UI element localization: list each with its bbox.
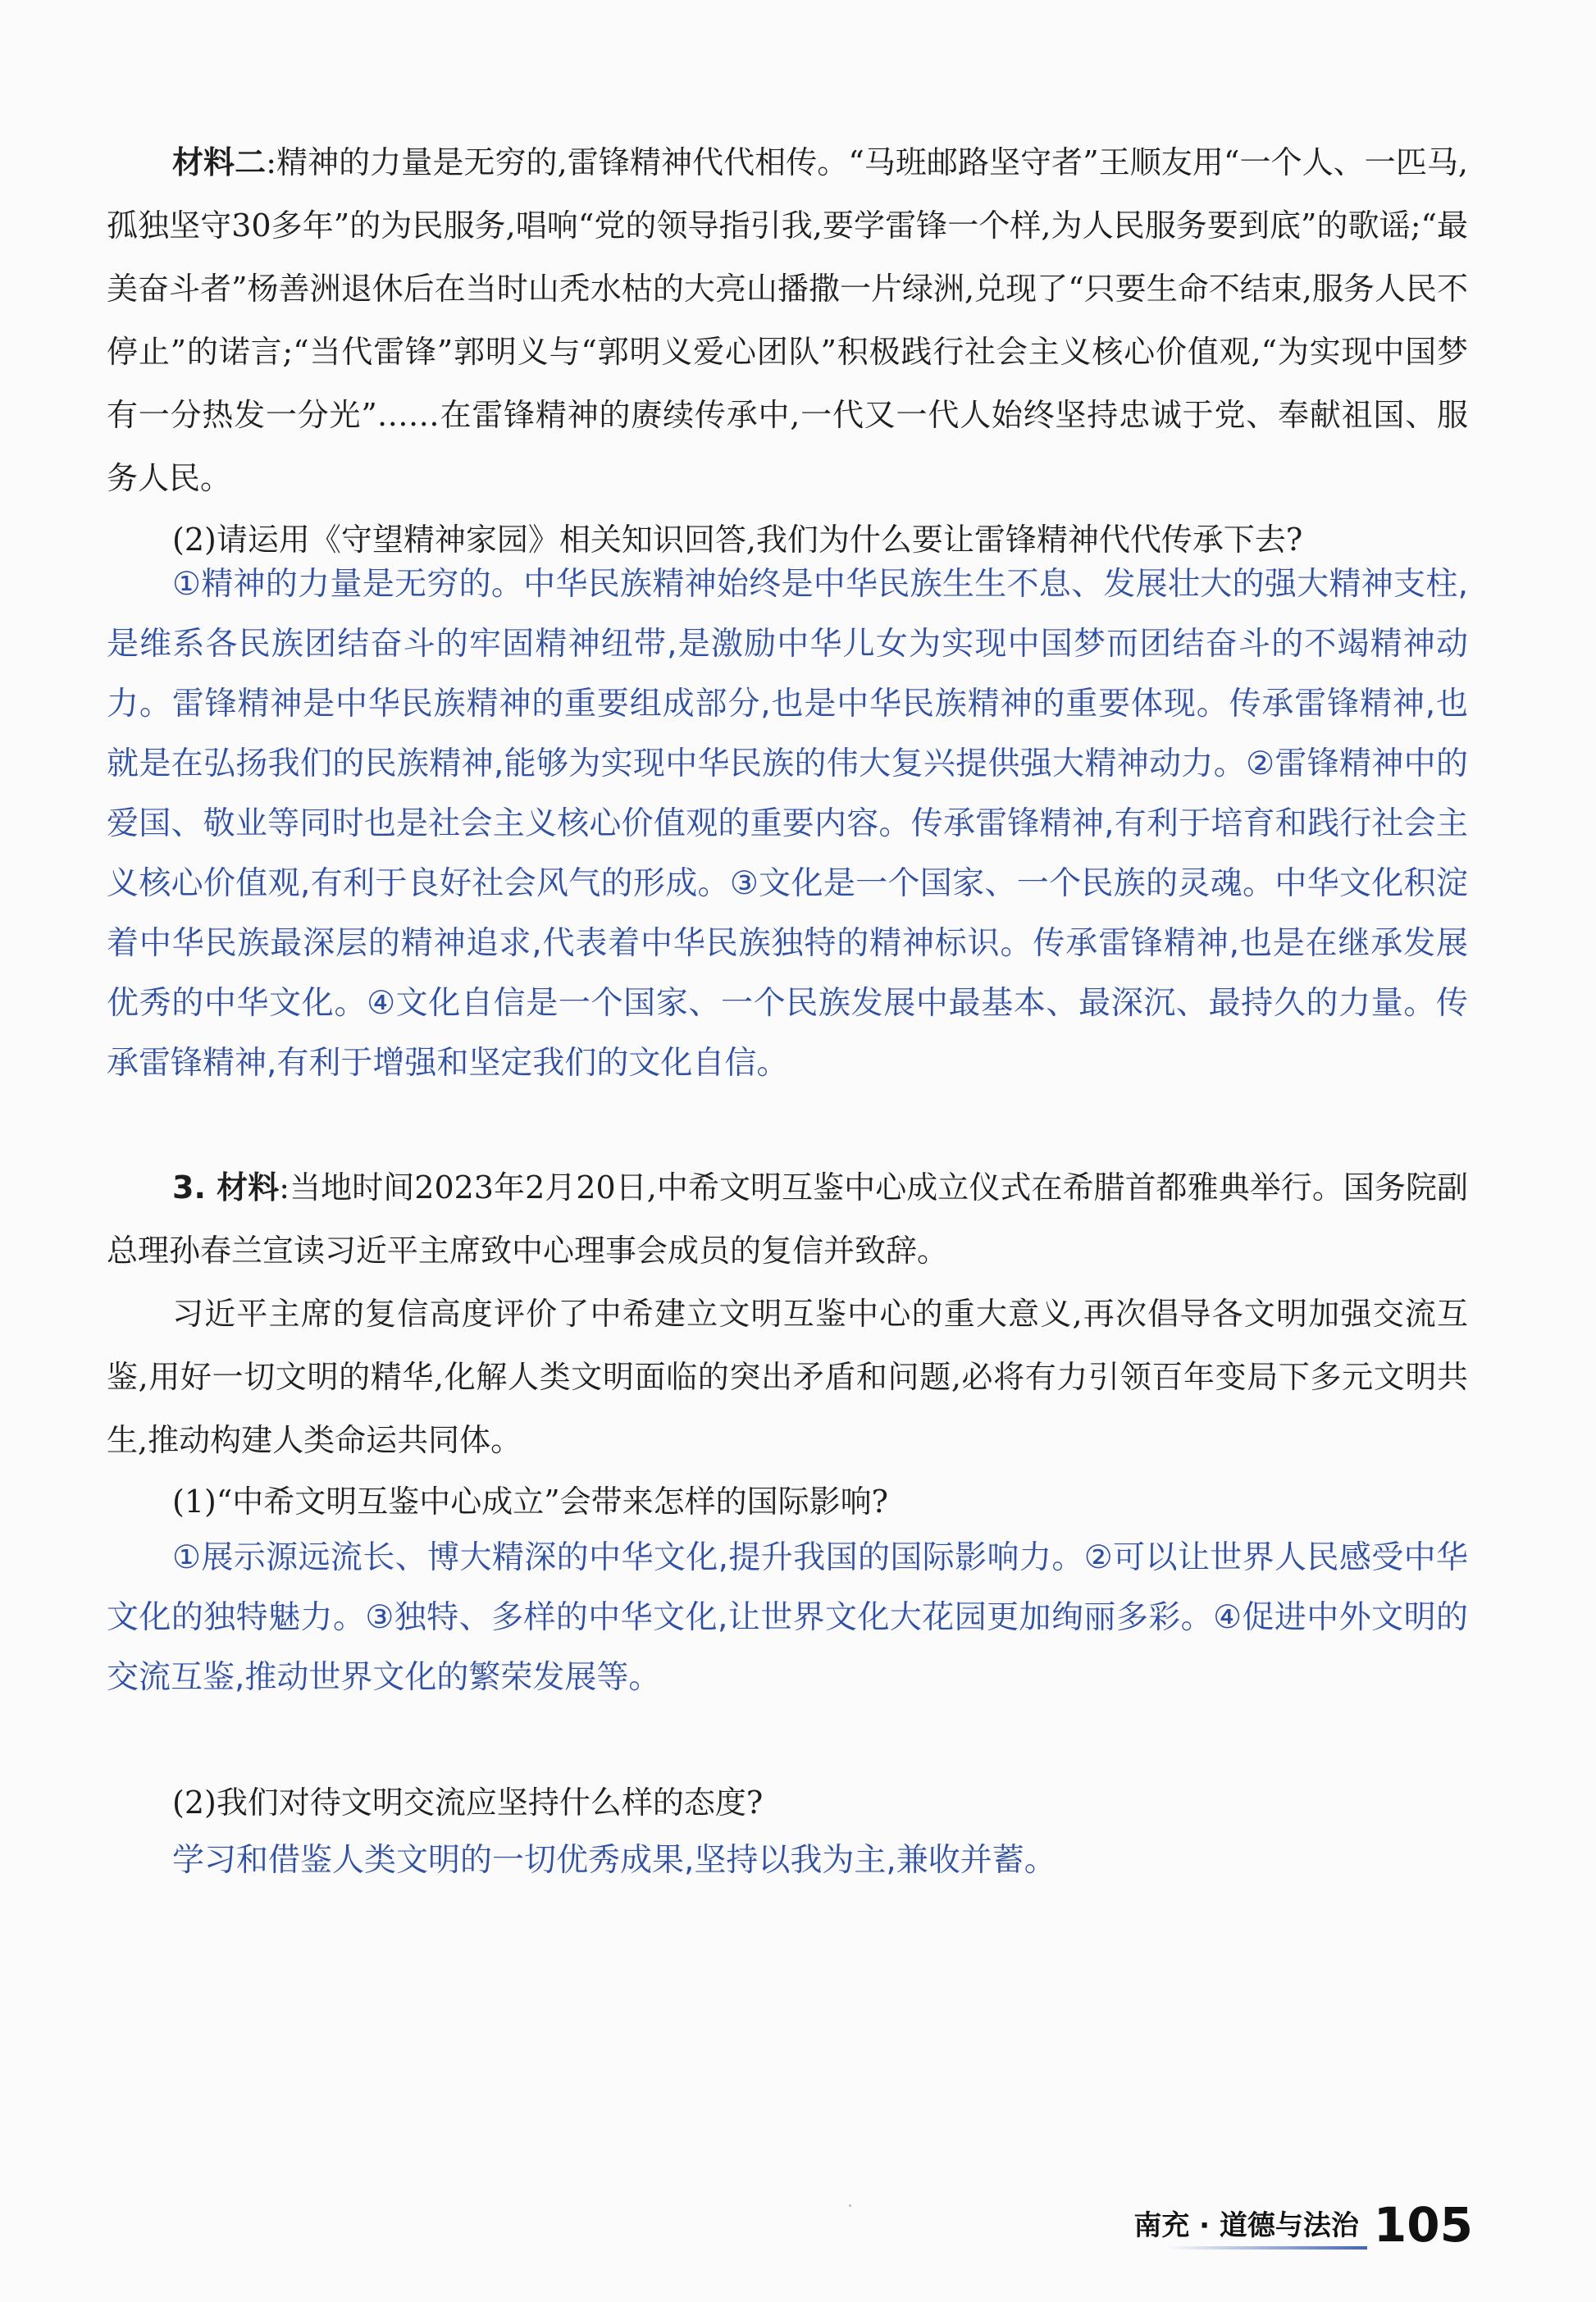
- answer-3-1: [107, 1528, 1468, 1707]
- material-three-text: :当地时间2023年2月20日,中希文明互鉴中心成立仪式在希腊首都雅典举行。国务院副总理孙春兰宣读习近平主席致中心理事会成员的复信并致辞。: [107, 1169, 1469, 1269]
- answer-3-2-text: 学习和借鉴人类文明的一切优秀成果,坚持以我为主,兼收并蓄。: [172, 1842, 1056, 1879]
- answer-2-2: [107, 554, 1468, 1093]
- material-three: [107, 1156, 1468, 1472]
- page-footer: [1133, 2197, 1473, 2253]
- question-3-2: [107, 1771, 1468, 1835]
- answer-3-2: [107, 1830, 1468, 1890]
- question-3-2-text: (2)我们对待文明交流应坚持什么样的态度?: [172, 1785, 764, 1821]
- material-two-label: 材料二: [172, 144, 267, 180]
- answer-3-1-text: ①展示源远流长、博大精深的中华文化,提升我国的国际影响力。②可以让世界人民感受中华文化的独特魅力。③独特、多样的中华文化,让世界文化大花园更加绚丽多彩。④促进中外文明的交流互鉴,推动世界文化的繁荣发展等。: [107, 1539, 1468, 1696]
- material-three-label: 3. 材料: [172, 1169, 280, 1206]
- material-two-paragraph: [107, 131, 1468, 510]
- question-3-1-text: (1)“中希文明互鉴中心成立”会带来怎样的国际影响?: [172, 1484, 889, 1520]
- page-number: 105: [1373, 2197, 1473, 2253]
- material-two: [107, 131, 1468, 510]
- scan-speck: [849, 2204, 851, 2207]
- question-3-1: [107, 1470, 1468, 1534]
- material-three-paragraph-2: 习近平主席的复信高度评价了中希建立文明互鉴中心的重大意义,再次倡导各文明加强交流互鉴,用好一切文明的精华,化解人类文明面临的突出矛盾和问题,必将有力引领百年变局下多元文明共生,推动构建人类命运共同体。: [107, 1296, 1468, 1458]
- material-three-paragraph: [107, 1156, 1468, 1283]
- question-2-2-text: (2)请运用《守望精神家园》相关知识回答,我们为什么要让雷锋精神代代传承下去?: [172, 522, 1303, 558]
- answer-2-2-text: ①精神的力量是无穷的。中华民族精神始终是中华民族生生不息、发展壮大的强大精神支柱,是维系各民族团结奋斗的牢固精神纽带,是激励中华儿女为实现中国梦而团结奋斗的不竭精神动力。雷锋精神是中华民族精神的重要组成部分,也是中华民族精神的重要体现。传承雷锋精神,也就是在弘扬我们的民族精神,能够为实现中华民族的伟大复兴提供强大精神动力。②雷锋精神中的爱国、敬业等同时也是社会主义核心价值观的重要内容。传承雷锋精神,有利于培育和践行社会主义核心价值观,有利于良好社会风气的形成。③文化是一个国家、一个民族的灵魂。中华文化积淀着中华民族最深层的精神追求,代表着中华民族独特的精神标识。传承雷锋精神,也是在继承发展优秀的中华文化。④文化自信是一个国家、一个民族发展中最基本、最深沉、最持久的力量。传承雷锋精神,有利于增强和坚定我们的文化自信。: [107, 566, 1468, 1082]
- material-two-text: :精神的力量是无穷的,雷锋精神代代相传。“马班邮路坚守者”王顺友用“一个人、一匹马,孤独坚守30多年”的为民服务,唱响“党的领导指引我,要学雷锋一个样,为人民服务要到底”的歌谣;“最美奋斗者”杨善洲退休后在当时山秃水枯的大亮山播撒一片绿洲,兑现了“只要生命不结束,服务人民不停止”的诺言;“当代雷锋”郭明义与“郭明义爱心团队”积极践行社会主义核心价值观,“为实现中国梦有一分热发一分光”……在雷锋精神的赓续传承中,一代又一代人始终坚持忠诚于党、奉献祖国、服务人民。: [107, 144, 1468, 496]
- footer-subject-label: 南充 · 道德与法治: [1133, 2203, 1359, 2250]
